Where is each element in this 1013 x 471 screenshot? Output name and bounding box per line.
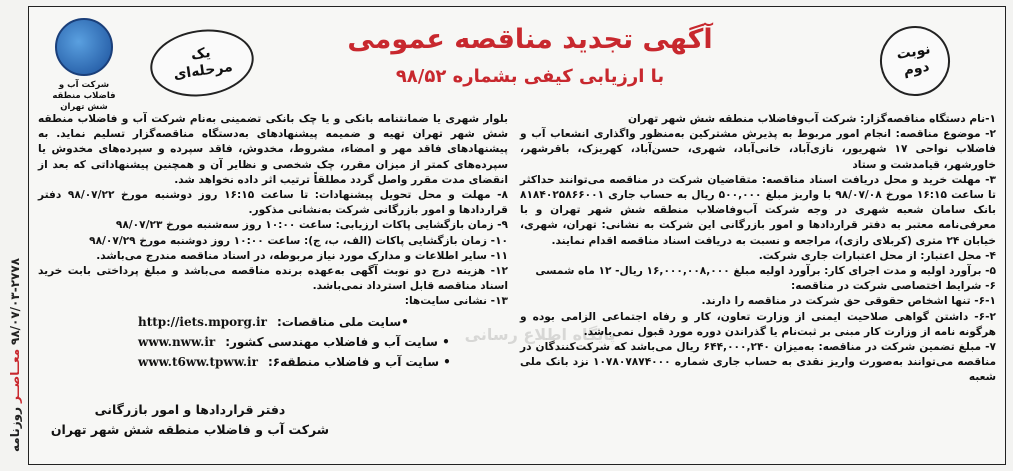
newspaper-strip bbox=[6, 250, 24, 460]
site-url-link[interactable]: http://iets.mporg.ir bbox=[138, 314, 267, 329]
signature-line1: دفتر قراردادها و امور بازرگانی bbox=[94, 402, 286, 417]
right-column bbox=[520, 112, 996, 386]
newspaper-prefix: روزنامه bbox=[8, 407, 22, 453]
newspaper-brand: معــاصــر bbox=[8, 348, 22, 404]
clause-9: ۹- زمان بازگشایی پاکات ارزیابی: ساعت ۱۰:۰۰ روز سه‌شنبه مورخ ۹۸/۰۷/۲۳ bbox=[115, 219, 508, 232]
round-badge-line1: نوبت bbox=[895, 41, 932, 64]
site-label: •سایت ملی مناقصات: bbox=[276, 314, 409, 329]
sites-list bbox=[38, 312, 508, 372]
clause-7-cont: بلوار شهری یا ضمانتنامه بانکی و یا چک بانکی تضمینی به‌نام شرکت آب و فاضلاب منطقه شش شهر تهران تهیه و ضمیمه پیشنهادهای به‌دستگاه مناقصه‌گزار تسلیم نماید. به پیشنهادهای فاقد مهر و امضاء، مشروط، مخدوش، فاقد سپرده و سپرده‌های مخدوش یا سپرده‌های کمتر از میزان مقرر، چک شخصی و نظایر آن و همچنین پیشنهاداتی که بعد از انقضای مدت مقرر واصل گردد مطلقاً ترتیب اثر داده نخواهد شد. bbox=[38, 113, 508, 186]
clause-12: ۱۲- هزینه درج دو نوبت آگهی به‌عهده برنده مناقصه می‌باشد و مبلغ پرداختی بابت خرید اسناد مناقصه قابل استرداد نمی‌باشد. bbox=[38, 265, 508, 293]
stage-badge-line2: مرحله‌ای bbox=[172, 58, 234, 83]
signature-block bbox=[40, 400, 340, 440]
signature-line2: شرکت آب و فاضلاب منطقه شش شهر تهران bbox=[50, 422, 330, 437]
clause-3: ۳- مهلت خرید و محل دریافت اسناد مناقصه: متقاضیان شرکت در مناقصه می‌توانند حداکثر تا ساعت ۱۶:۱۵ مورخ ۹۸/۰۷/۰۸ با واریز مبلغ ۵۰۰,۰۰۰ ریال به حساب جاری ۸۱۸۴۰۲۵۸۶۶۰۰۱ بانک سامان شعبه شهری در وجه شرکت آب‌وفاضلاب منطقه شش شهر تهران و با معرفی‌نامه معتبر به دفتر قراردادها و امور بازرگانی این شرکت به نشانی: تهران، شهری، خیابان ۲۴ متری (کربلای رازی)، مراجعه و نسبت به دریافت اسناد مناقصه اقدام نمایند. bbox=[520, 173, 996, 247]
clause-6-2: ۶-۲- داشتن گواهی صلاحیت ایمنی از وزارت تعاون، کار و رفاه اجتماعی الزامی بوده و هرگونه نامه از وزارت کار مبنی بر ثبت‌نام یا گذراندن دوره مورد قبول نمی‌باشد. bbox=[520, 310, 996, 338]
left-column bbox=[38, 112, 508, 372]
site-url-link[interactable]: www.t6ww.tpww.ir bbox=[138, 354, 258, 369]
clause-13: ۱۳- نشانی سایت‌ها: bbox=[404, 295, 508, 308]
site-row bbox=[138, 352, 508, 372]
clause-6: ۶- شرایط اختصاصی شرکت در مناقصه: bbox=[790, 280, 996, 293]
clause-2: ۲- موضوع مناقصه: انجام امور مربوط به پذیرش مشترکین به‌منظور واگذاری انشعاب آب و فاضلاب نواحی ۱۷ شهریور، نازی‌آباد، خانی‌آباد، شهری، حسن‌آباد، کهریزک، باقرشهر، خاورشهر، قیامدشت و ستاد bbox=[520, 128, 996, 171]
ad-title: آگهی تجدید مناقصه عمومی bbox=[347, 24, 713, 55]
clause-10: ۱۰- زمان بازگشایی پاکات (الف، ب، ج): ساعت ۱۰:۰۰ روز دوشنبه مورخ ۹۸/۰۷/۲۹ bbox=[89, 234, 508, 247]
site-url-link[interactable]: www.nww.ir bbox=[138, 334, 216, 349]
watermark: پایگاه اطلاع رسانی bbox=[464, 325, 616, 344]
site-row bbox=[138, 312, 508, 332]
clause-4: ۴- محل اعتبار: از محل اعتبارات جاری شرکت. bbox=[758, 249, 996, 262]
logo-caption: شرکت آب و فاضلاب منطقه شش تهران bbox=[52, 80, 116, 113]
clause-8: ۸- مهلت و محل تحویل پیشنهادات: تا ساعت ۱۶:۱۵ روز دوشنبه مورخ ۹۸/۰۷/۲۲ دفتر قراردادها و امور بازرگانی شرکت به‌نشانی مذکور. bbox=[38, 189, 509, 217]
clause-11: ۱۱- سایر اطلاعات و مدارک مورد نیاز مربوطه، در اسناد مناقصه مندرج می‌باشد. bbox=[96, 249, 508, 262]
site-label: • سایت آب و فاضلاب منطقه۶: bbox=[267, 354, 451, 369]
clause-5: ۵- برآورد اولیه و مدت اجرای کار: برآورد اولیه مبلغ ۱۶,۰۰۰,۰۰۸,۰۰۰ ریال- ۱۲ ماه شمسی bbox=[535, 265, 996, 278]
newspaper-date: ۹۸/۰۷/۰۳-۲۷۷۸ bbox=[8, 257, 22, 345]
round-badge-line2: دوم bbox=[902, 58, 931, 80]
stage-badge-line1: یک bbox=[189, 45, 212, 64]
clause-6-1: ۶-۱- تنها اشخاص حقوقی حق شرکت در مناقصه را دارند. bbox=[701, 295, 996, 308]
ad-subtitle: با ارزیابی کیفی بشماره ۹۸/۵۲ bbox=[395, 66, 665, 87]
clause-7: ۷- مبلغ تضمین شرکت در مناقصه: به‌میزان ۶۴۴,۰۰۰,۲۴۰ ریال می‌باشد که شرکت‌کنندگان در مناقصه می‌توانند به‌صورت واریز نقدی به حساب جاری شماره ۱۰۷۸۰۷۸۷۴۰۰۰ نزد بانک ملی شعبه bbox=[520, 341, 997, 384]
clause-1: ۱-نام دستگاه مناقصه‌گزار: شرکت آب‌وفاضلاب منطقه شش شهر تهران bbox=[627, 113, 996, 125]
site-row bbox=[138, 332, 508, 352]
site-label: • سایت آب و فاضلاب مهندسی کشور: bbox=[225, 334, 450, 349]
water-drop-icon bbox=[55, 18, 113, 76]
